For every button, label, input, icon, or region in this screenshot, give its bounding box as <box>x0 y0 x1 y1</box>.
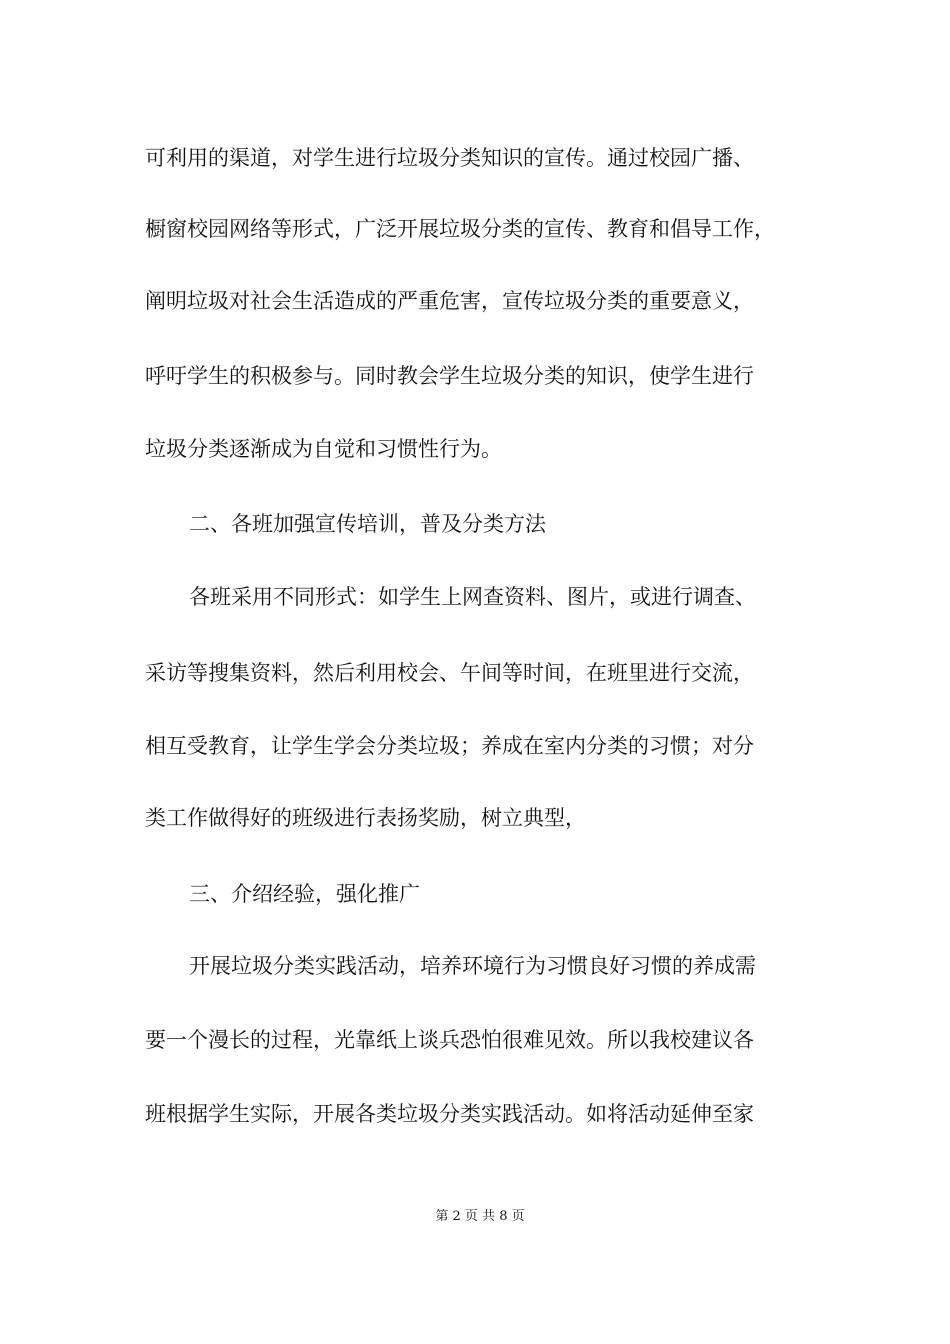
body-line-5: 垃圾分类逐渐成为自觉和习惯性行为。 <box>145 437 502 461</box>
body-line-2: 橱窗校园网络等形式，广泛开展垃圾分类的宣传、教育和倡导工作， <box>145 217 775 241</box>
footer-prefix: 第 <box>435 1209 449 1224</box>
body-line-3: 阐明垃圾对社会生活造成的严重危害，宣传垃圾分类的重要意义， <box>145 289 754 313</box>
body-line-12: 班根据学生实际，开展各类垃圾分类实践活动。如将活动延伸至家 <box>145 1102 754 1126</box>
footer-suffix: 页 <box>511 1209 525 1224</box>
body-line-8: 相互受教育，让学生学会分类垃圾；养成在室内分类的习惯；对分 <box>145 734 754 758</box>
body-line-6: 各班采用不同形式：如学生上网查资料、图片，或进行调查、 <box>189 585 756 609</box>
body-line-7: 采访等搜集资料，然后利用校会、午间等时间，在班里进行交流， <box>145 661 754 685</box>
section-heading-2: 二、各班加强宣传培训，普及分类方法 <box>189 512 546 536</box>
body-line-11: 要一个漫长的过程，光靠纸上谈兵恐怕很难见效。所以我校建议各 <box>145 1028 754 1052</box>
page-footer <box>0 1208 950 1226</box>
body-line-10: 开展垃圾分类实践活动，培养环境行为习惯良好习惯的养成需 <box>189 954 756 978</box>
footer-middle: 页 共 <box>464 1209 496 1224</box>
footer-current-page: 2 <box>452 1209 461 1224</box>
body-line-9: 类工作做得好的班级进行表扬奖励，树立典型， <box>145 806 586 830</box>
body-line-4: 呼吁学生的积极参与。同时教会学生垃圾分类的知识，使学生进行 <box>145 364 754 388</box>
body-line-1: 可利用的渠道，对学生进行垃圾分类知识的宣传。通过校园广播、 <box>145 146 754 170</box>
footer-total-pages: 8 <box>499 1209 508 1224</box>
section-heading-3: 三、介绍经验，强化推广 <box>189 882 420 906</box>
